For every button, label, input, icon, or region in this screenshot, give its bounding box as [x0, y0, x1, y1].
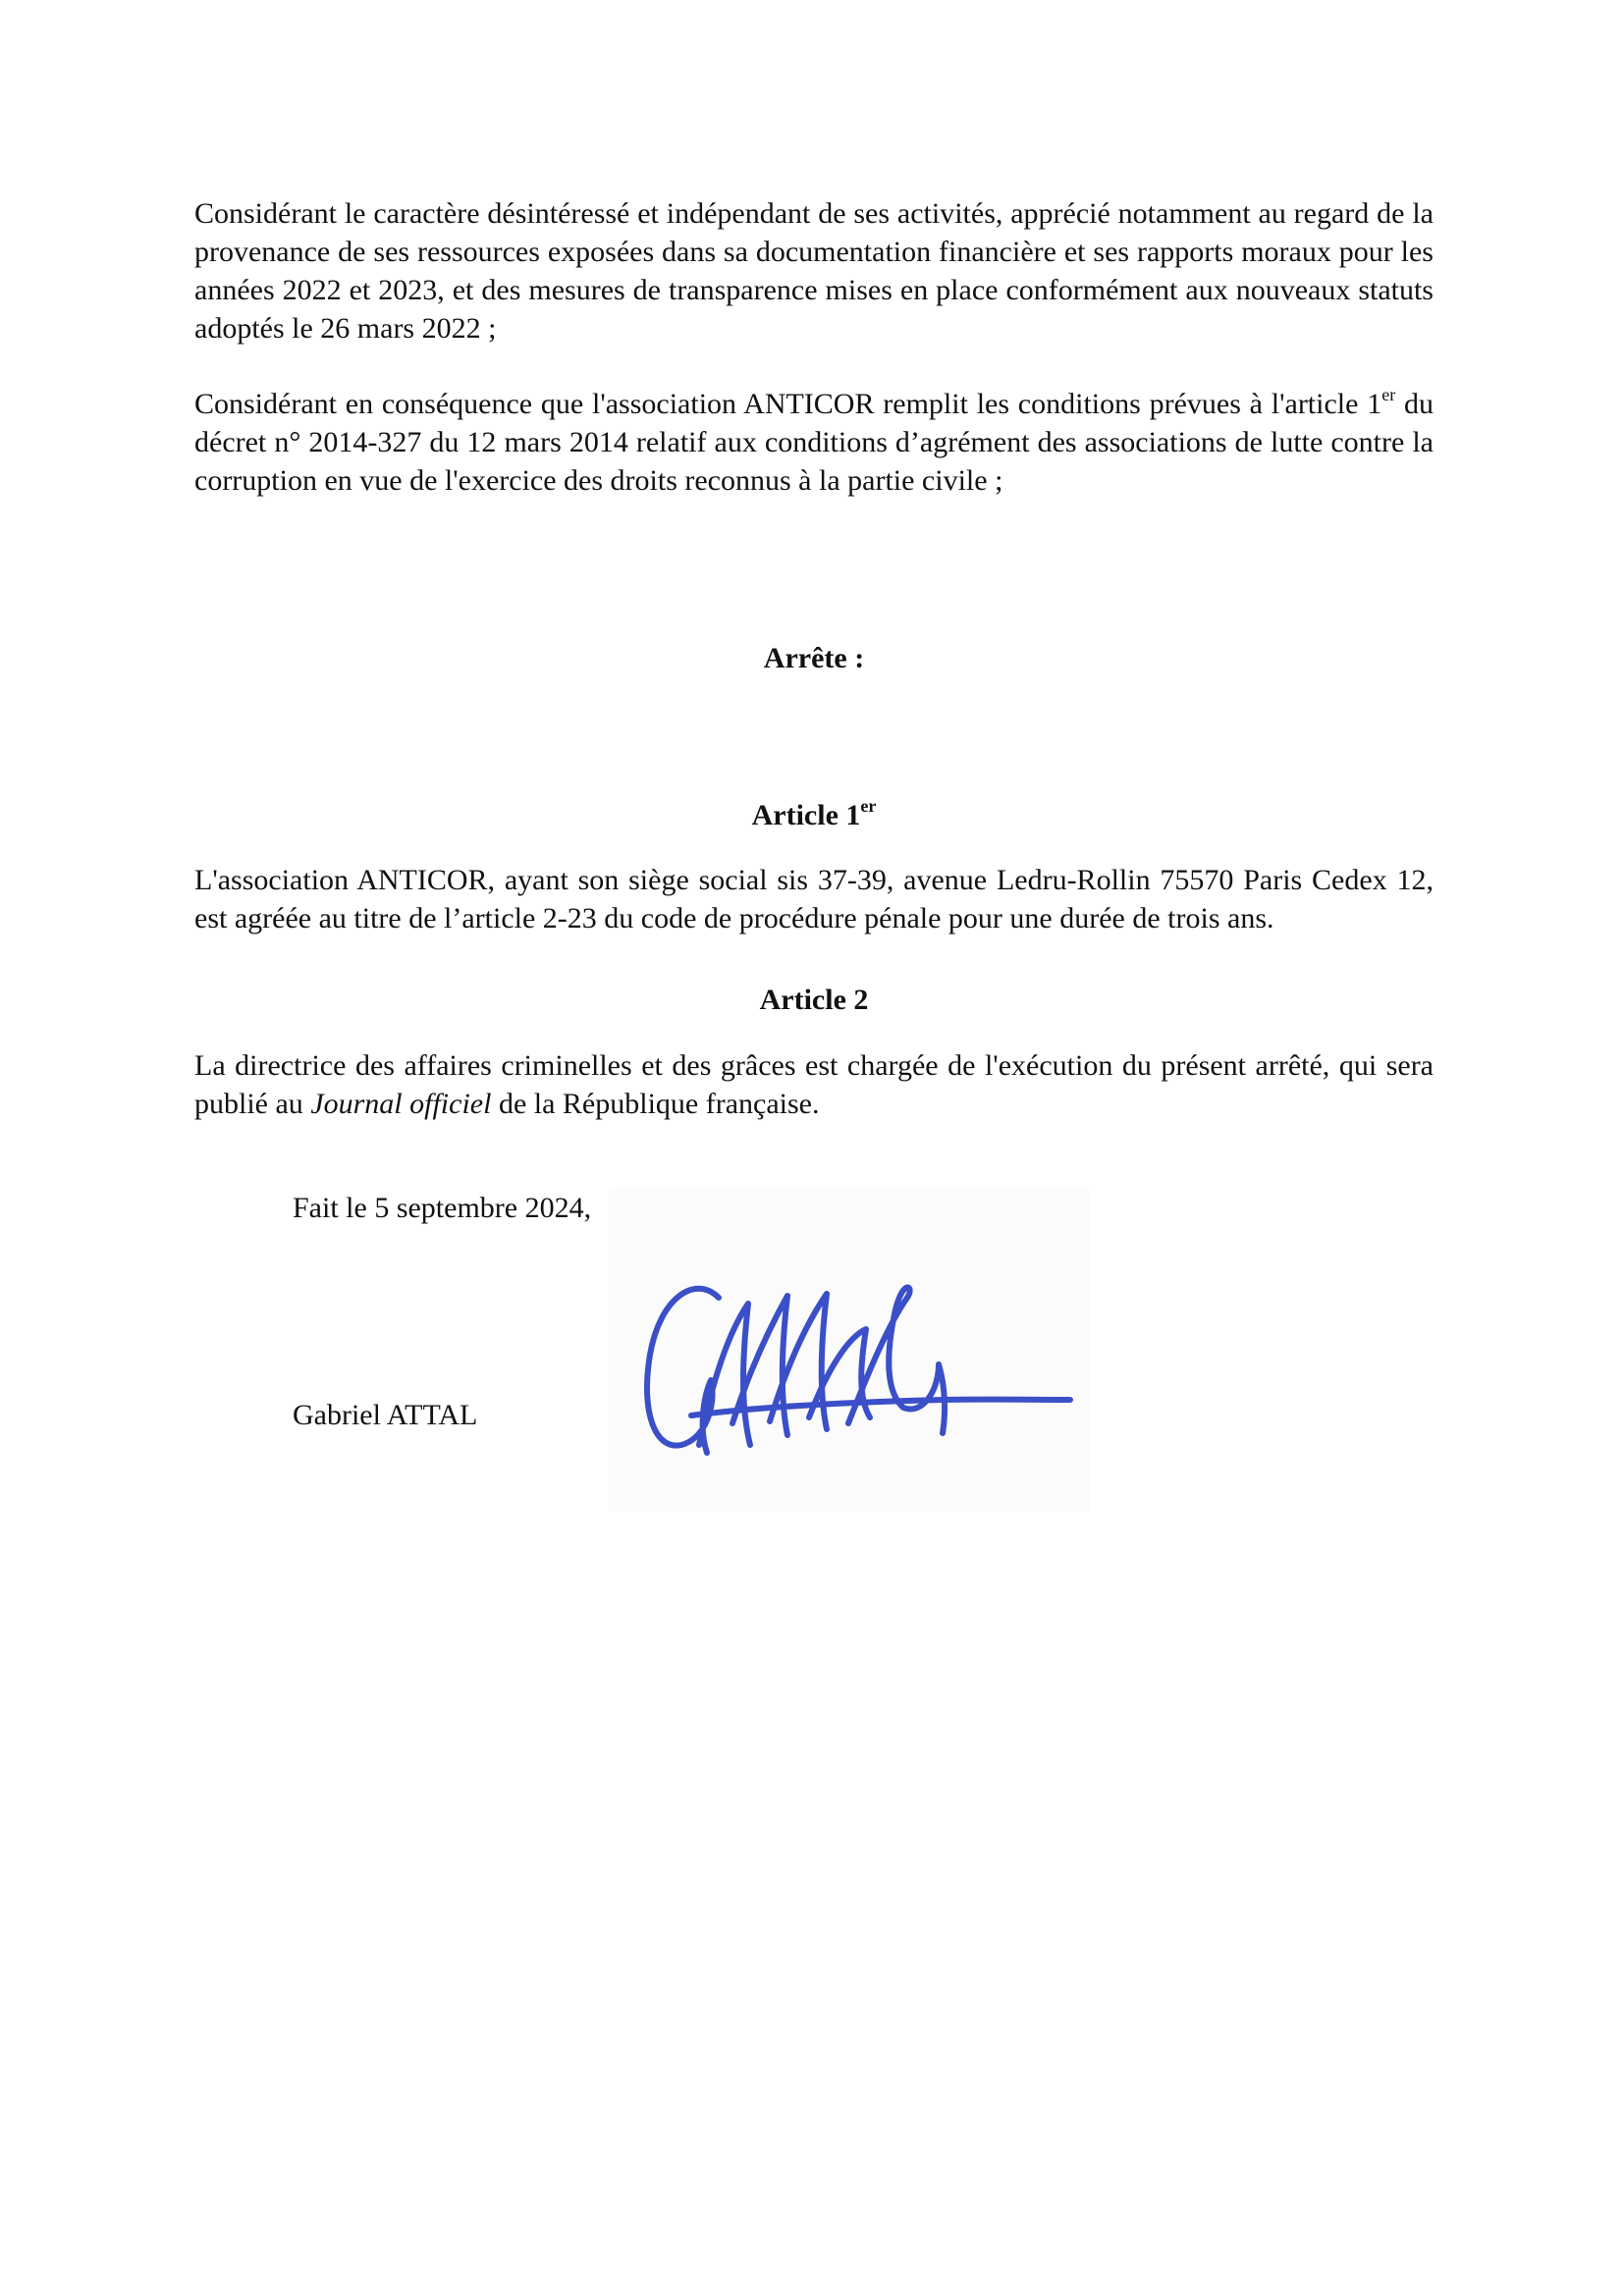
article-1-title-superscript: er	[860, 796, 877, 816]
signature-stroke-underline	[691, 1400, 1070, 1415]
journal-officiel-italic: Journal officiel	[310, 1088, 492, 1120]
article-2-text-end: de la République française.	[491, 1088, 820, 1120]
considerant-2-text-end: du décret n° 2014-327 du 12 mars 2014 relatif aux conditions d’agrément des associations de lutte contre la corruption en vue de l'exercice des droits reconnus à la partie civile ;	[194, 388, 1435, 497]
article-2-text-start: La directrice des affaires criminelles et des grâces est chargée de l'exécution du présent arrêté, qui sera publié au	[194, 1049, 1434, 1120]
article-1-title-text: Article 1	[751, 799, 861, 831]
article-2-title: Article 2	[759, 984, 869, 1016]
heading-arrete: Arrête :	[763, 642, 865, 674]
article-2-text	[194, 1046, 1434, 1123]
considerant-2-text-start: Considérant en conséquence que l'association ANTICOR remplit les conditions prévues à l'article 1	[194, 388, 1382, 420]
handwritten-signature	[609, 1188, 1090, 1512]
article-1-title	[194, 796, 1434, 834]
considerant-paragraph-1: Considérant le caractère désintéressé et indépendant de ses activités, apprécié notamment au regard de la provenance de ses ressources exposées dans sa documentation financière et ses rapports moraux pour les années 2022 et 2023, et des mesures de transparence mises en place conformément aux nouveaux statuts adoptés le 26 mars 2022 ;	[194, 197, 1434, 345]
signatory-name: Gabriel ATTAL	[293, 1399, 478, 1431]
superscript-er: er	[1381, 385, 1396, 404]
date-line: Fait le 5 septembre 2024,	[293, 1192, 592, 1224]
article-1-text: L'association ANTICOR, ayant son siège social sis 37-39, avenue Ledru-Rollin 75570 Paris Cedex 12, est agréée au titre de l’article 2-23 du code de procédure pénale pour une durée de trois ans.	[194, 864, 1434, 934]
signature-stroke-g	[647, 1289, 719, 1453]
considerant-paragraph-2	[194, 385, 1434, 500]
